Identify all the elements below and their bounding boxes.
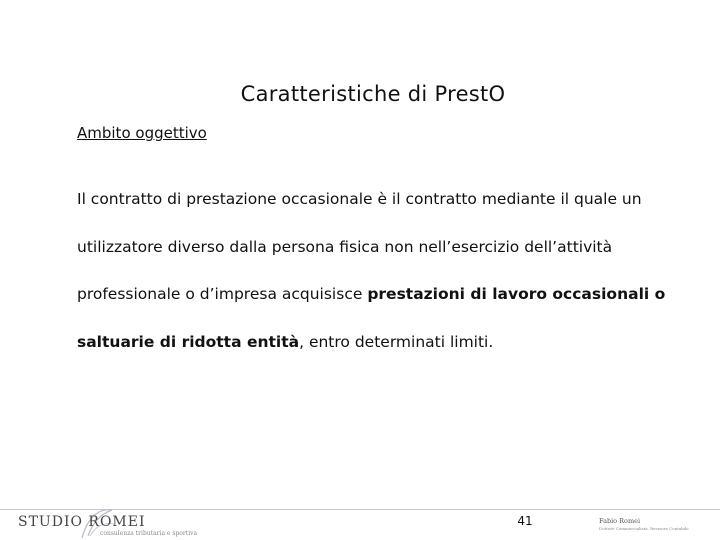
paragraph-line-2: utilizzatore diverso dalla persona fisica non nell’esercizio dell’attività (77, 237, 613, 256)
paragraph-text: professionale o d’impresa acquisisce (77, 285, 368, 303)
logo-text: STUDIO ROMEI (18, 514, 146, 530)
paragraph-text: , entro determinati limiti. (299, 332, 494, 351)
studio-logo (18, 512, 218, 538)
signature-subtitle: Dottore Commercialista, Revisore Contabile (599, 526, 689, 531)
page-number: 41 (517, 514, 533, 528)
paragraph-emphasis: prestazioni di lavoro occasionali o (367, 285, 666, 303)
signature-name: Fabio Romei (599, 517, 641, 525)
slide-title: Caratteristiche di PrestO (240, 82, 506, 106)
paragraph-line-1: Il contratto di prestazione occasionale è il contratto mediante il quale un (77, 190, 642, 208)
logo-tagline: consulenza tributaria e sportiva (100, 530, 198, 537)
body-paragraph (77, 176, 717, 366)
paragraph-emphasis: saltuarie di ridotta entità (77, 332, 300, 351)
paragraph-line-3 (77, 271, 717, 319)
section-heading: Ambito oggettivo (77, 124, 207, 142)
author-signature (599, 517, 709, 531)
paragraph-line-4 (77, 319, 717, 367)
